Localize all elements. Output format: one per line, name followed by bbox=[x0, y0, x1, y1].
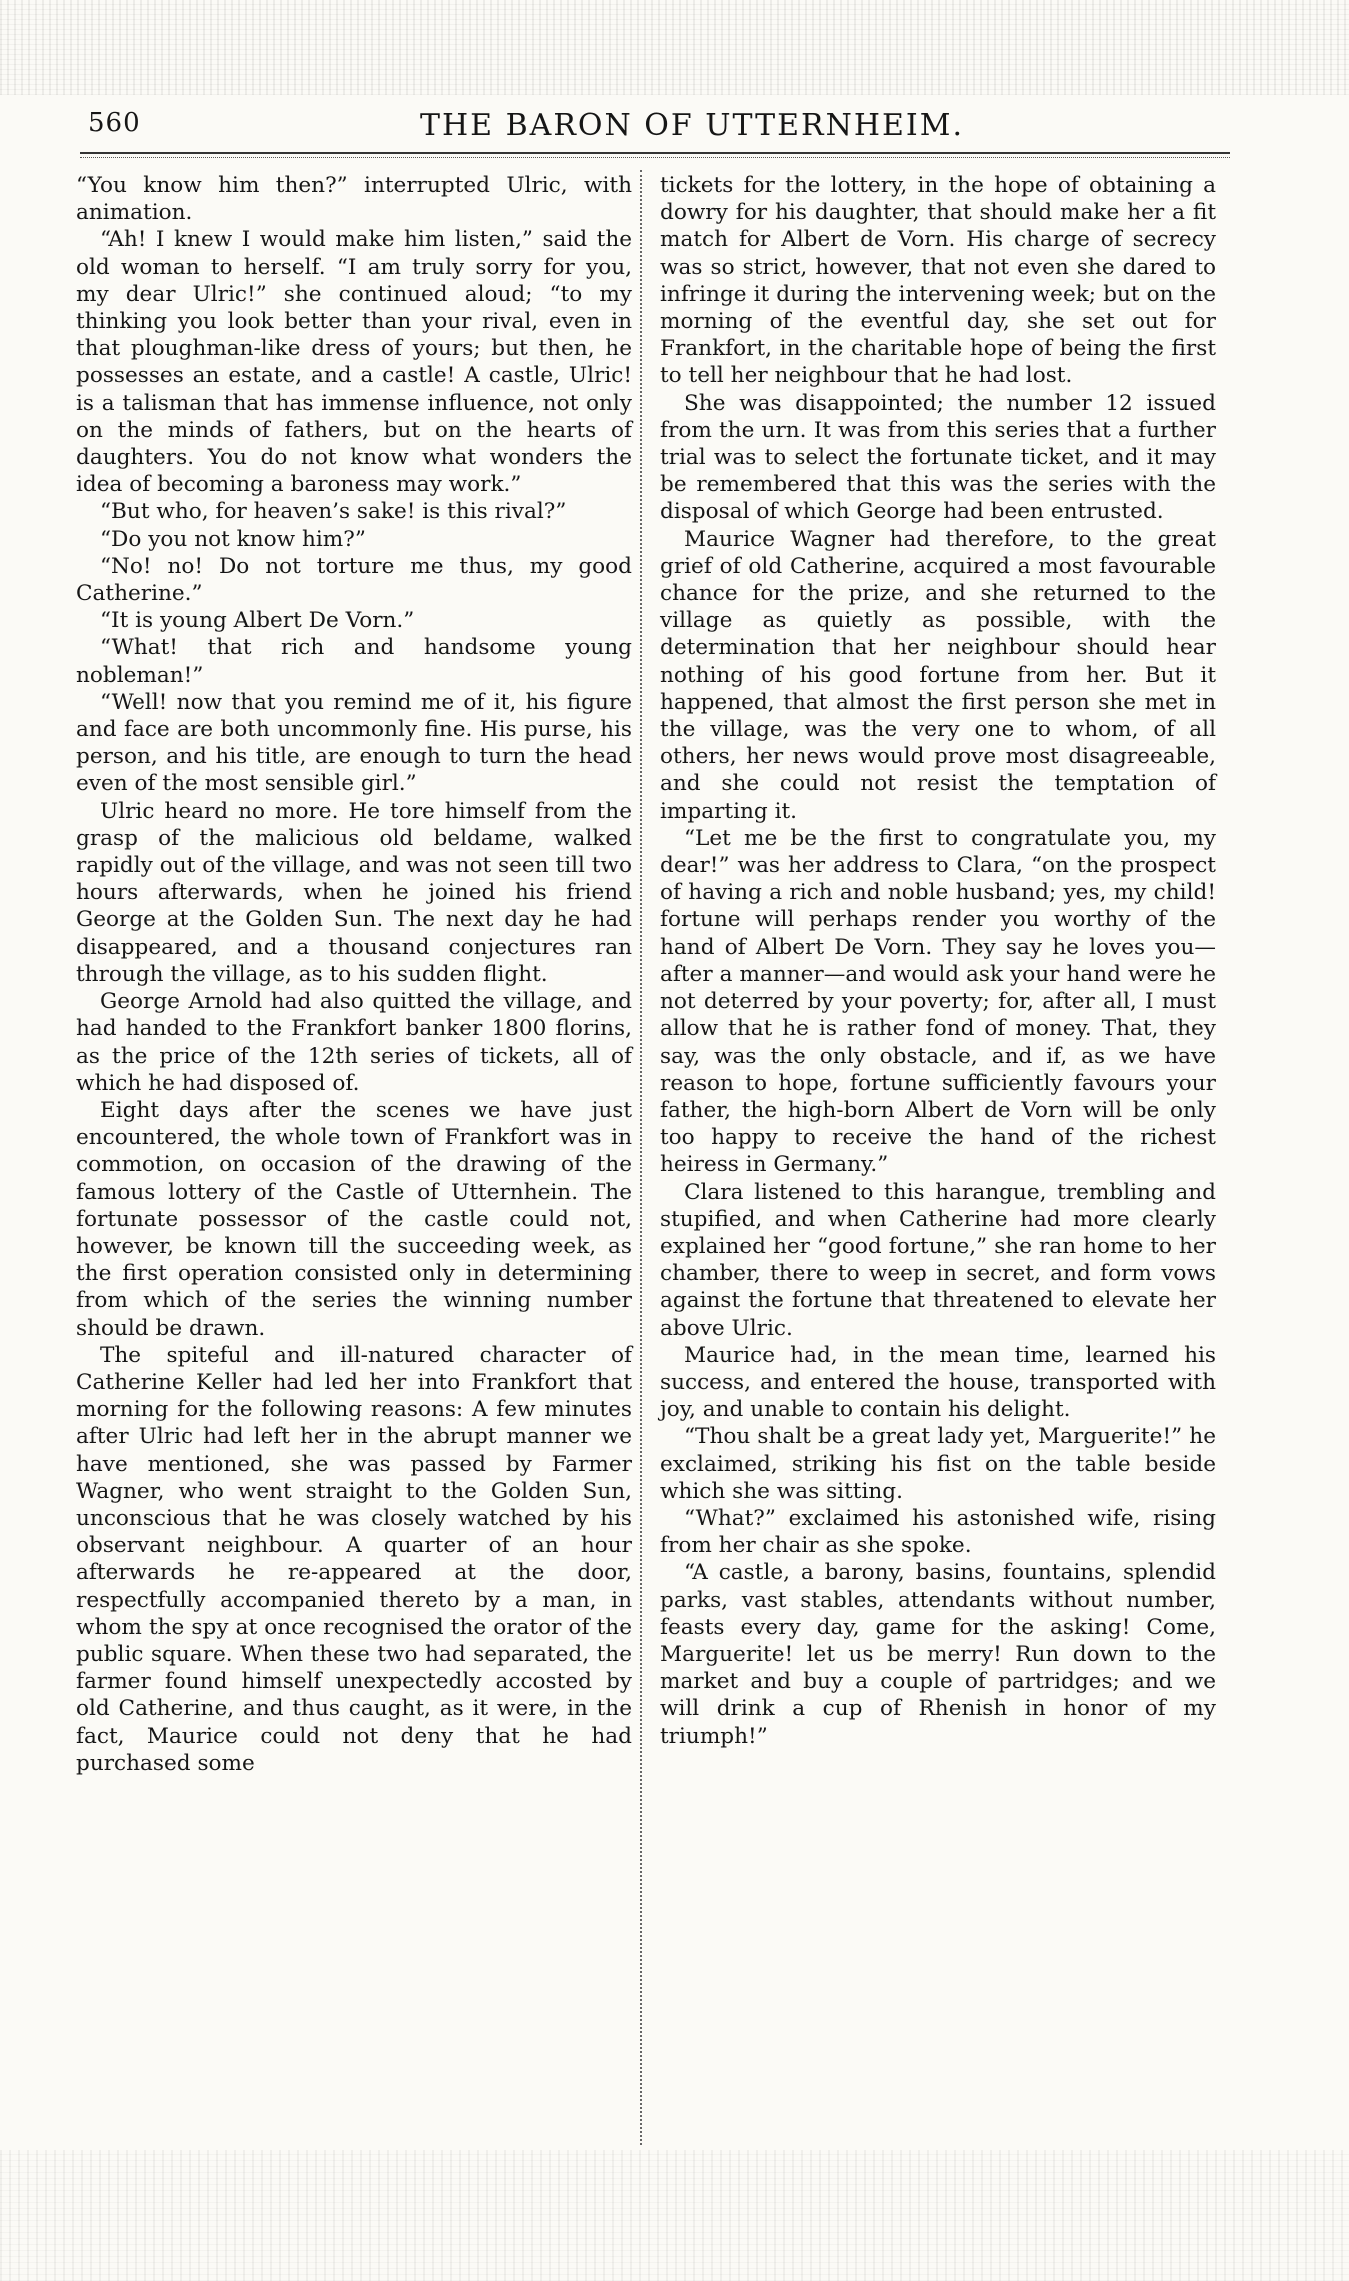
paragraph: “It is young Albert De Vorn.” bbox=[100, 608, 415, 634]
header-rule bbox=[80, 152, 1230, 154]
column-divider bbox=[640, 170, 642, 2145]
paragraph: “A castle, a barony, basins, fountains, splendid parks, vast stables, attendants without number, feasts every day, game for the asking! Come, Marguerite! let us be merry! Run down to the market and buy a couple of partridges; and we will drink a cup of Rhenish in honor of my triumph!” bbox=[660, 1560, 1216, 1749]
paragraph: “Ah! I knew I would make him listen,” said the old woman to herself. “I am truly sorry for you, my dear Ulric!” she continued aloud; “to my thinking you look better than your rival, even in that ploughman-like dress of yours; but then, he possesses an estate, and a castle! A castle, Ulric! is a talisman that has immense influence, not only on the minds of fathers, but on the hearts of daughters. You do not know what wonders the idea of becoming a baroness may work.” bbox=[76, 227, 632, 498]
paragraph: “Do you not know him?” bbox=[100, 526, 366, 552]
running-title: THE BARON OF UTTERNHEIM. bbox=[420, 108, 964, 143]
scan-noise-bottom bbox=[0, 2150, 1349, 2281]
paragraph: “Well! now that you remind me of it, his figure and face are both uncommonly fine. His purse, his person, and his title, are enough to turn the head even of the most sensible girl.” bbox=[76, 689, 632, 797]
paragraph: She was disappointed; the number 12 issued from the urn. It was from this series that a further trial was to select the fortunate ticket, and it may be remembered that this was the series with the disposal of which George had been entrusted. bbox=[660, 390, 1216, 525]
page-number: 560 bbox=[88, 108, 141, 138]
paragraph: “What! that rich and handsome young nobleman!” bbox=[76, 635, 632, 688]
paragraph: The spiteful and ill-natured character of Catherine Keller had led her into Frankfort that morning for the following reasons: A few minutes after Ulric had left her in the abrupt manner we have mentioned, she was passed by Farmer Wagner, who went straight to the Golden Sun, unconscious that he was closely watched by his observant neighbour. A quarter of an hour afterwards he re-appeared at the door, respectfully accompanied thereto by a man, in whom the spy at once recognised the orator of the public square. When these two had separated, the farmer found himself unexpectedly accosted by old Catherine, and thus caught, as it were, in the fact, Maurice could not deny that he had purchased some bbox=[76, 1342, 632, 1776]
paragraph: “No! no! Do not torture me thus, my good Catherine.” bbox=[76, 553, 632, 607]
scan-noise-top bbox=[0, 0, 1349, 95]
paragraph: Eight days after the scenes we have just encountered, the whole town of Frankfort was in commotion, on occasion of the drawing of the famous lottery of the Castle of Utternhein. The fortunate possessor of the castle could not, however, be known till the succeeding week, as the first operation consisted only in determining from which of the series the winning number should be drawn. bbox=[76, 1097, 632, 1341]
header-rule-dotted bbox=[80, 157, 1230, 158]
left-column bbox=[76, 172, 632, 1777]
paragraph: Maurice had, in the mean time, learned his success, and entered the house, transported with joy, and unable to contain his delight. bbox=[660, 1342, 1216, 1423]
paragraph: “But who, for heaven’s sake! is this rival?” bbox=[100, 499, 567, 525]
paragraph: George Arnold had also quitted the village, and had handed to the Frankfort banker 1800 florins, as the price of the 12th series of tickets, all of which he had disposed of. bbox=[76, 989, 632, 1096]
paragraph: “You know him then?” interrupted Ulric, with animation. bbox=[76, 173, 632, 226]
paragraph: “Thou shalt be a great lady yet, Marguerite!” he exclaimed, striking his fist on the table beside which she was sitting. bbox=[660, 1424, 1216, 1504]
right-column bbox=[660, 172, 1216, 1750]
paragraph: Clara listened to this harangue, trembling and stupified, and when Catherine had more clearly explained her “good fortune,” she ran home to her chamber, there to weep in secret, and form vows against the fortune that threatened to elevate her above Ulric. bbox=[660, 1179, 1216, 1341]
paragraph: tickets for the lottery, in the hope of obtaining a dowry for his daughter, that should make her a fit match for Albert de Vorn. His charge of secrecy was so strict, however, that not even she dared to infringe it during the intervening week; but on the morning of the eventful day, she set out for Frankfort, in the charitable hope of being the first to tell her neighbour that he had lost. bbox=[660, 173, 1216, 389]
paragraph: “Let me be the first to congratulate you, my dear!” was her address to Clara, “on the prospect of having a rich and noble husband; yes, my child! fortune will perhaps render you worthy of the hand of Albert De Vorn. They say he loves you—after a manner—and would ask your hand were he not deterred by your poverty; for, after all, I must allow that he is rather fond of money. That, they say, was the only obstacle, and if, as we have reason to hope, fortune sufficiently favours your father, the high-born Albert de Vorn will be only too happy to receive the hand of the richest heiress in Germany.” bbox=[660, 825, 1216, 1178]
paragraph: Maurice Wagner had therefore, to the great grief of old Catherine, acquired a most favourable chance for the prize, and she returned to the village as quietly as possible, with the determination that her neighbour should hear nothing of his good fortune from her. But it happened, that almost the first person she met in the village, was the very one to whom, of all others, her news would prove most disagreeable, and she could not resist the temptation of imparting it. bbox=[660, 526, 1216, 824]
paragraph: Ulric heard no more. He tore himself from the grasp of the malicious old beldame, walked rapidly out of the village, and was not seen till two hours afterwards, when he joined his friend George at the Golden Sun. The next day he had disappeared, and a thousand conjectures ran through the village, as to his sudden flight. bbox=[76, 798, 632, 987]
page-header bbox=[80, 108, 1280, 148]
paragraph: “What?” exclaimed his astonished wife, rising from her chair as she spoke. bbox=[660, 1505, 1216, 1559]
